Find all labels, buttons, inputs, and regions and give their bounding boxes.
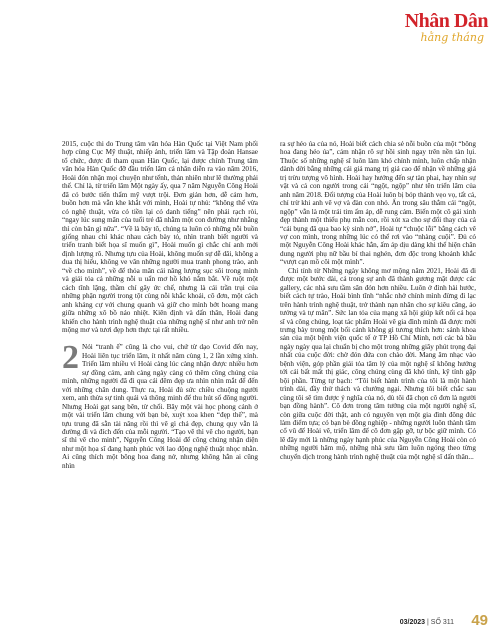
- article-column-right: [280, 140, 476, 588]
- issue-number: SỐ 311: [430, 619, 454, 626]
- masthead-logo: [398, 10, 488, 56]
- issue-info: [400, 619, 454, 626]
- masthead-title: Nhân Dân: [404, 10, 488, 32]
- article-paragraph: 2015, cuộc thi do Trung tâm văn hóa Hàn Quốc tại Việt Nam phối hợp cùng Cục Mỹ thuật, nhiếp ảnh, triển lãm và Tập đoàn Hansae tổ chức, được đi tham quan Hàn Quốc, lại được chính Trung tâm văn hóa Hàn Quốc đỡ đầu triển lãm cá nhân diễn ra vào năm 2016, Hoài đón nhận mọi chuyện như tếnh, thản nhiên như lẽ thường phải thế. Chỉ là, từ triển lãm Một ngày ấy, qua 7 năm Nguyễn Công Hoài đã có bước tiến thẩm mỹ vượt trội. Đơn giản hơn, dễ cảm hơn, buồn hơn mà vẫn khe khắt với mình, Hoài tự nhủ: “không thể vừa có nghệ thuật, vừa có tiền lại có danh tiếng” nên phải rạch ròi, “ngay lúc sung mãn của tuổi trẻ đã nhằm một con đường như nhằng thì còn băn gì nữa”. “Về là bây tô, chúng ta luôn có những nỗi buồn giống nhau chỉ khác nhau cách bày tỏ, nhìn tranh biết người và triển tranh biết họa sĩ muốn gì”, Hoài muốn gì chắc chỉ anh mới định lượng rõ. Nhưng tựu của Hoài, không muốn sự dễ dãi, không a dua thị hiếu, không ve vãn những người mua tranh phong trào, anh “về cho mình”, về để thỏa mãn cái năng lượng sục sôi trong mình và giải tỏa cả những nỗi u uẩn mơ hồ khó nắm bắt. Về ruột một cách tĩnh lặng, thầm chí gây ức chế, nhưng là cái trần trụi của những phận người trong tột cùng nỗi khắc khoải, cô đơn, một cách anh kháng cự với chung quanh và giữ cho mình bớt hoang mang giữa những xô bồ náo nhiệt. Kiên định và dấn thân, Hoài đang khiến cho hành trình nghệ thuật của những nghệ sĩ như anh trở nên mộng mơ và tươi đẹp hơn thực tại rất nhiều.: [62, 140, 258, 334]
- article-paragraph: ra sự héo úa của nó, Hoài biết cách chia sẻ nỗi buồn của một “bông hoa đang héo úa”, cảm nhận rõ sự hồi sinh ngay trên nền tàn lụi. Thuộc số những nghệ sĩ luôn làm khó chính mình, luôn chấp nhận dành dời bằng những cái giá mang trị giá cao để nhận về những giá trị trừu tượng vô hình. Hoài hay hướng đến sự tàn phai, hay nhìn sự vật và cả con người trong cái “ngột, ngộp” như tên triển lãm của anh năm 2018. Đối tượng của Hoài luôn bị bóp thành vẹo vọ, tất cả, chỉ trừ khi anh vẽ vợ và đàn con nhỏ. Ấn trong sâu thẳm cái “ngột, ngộp” vẫn là một trái tim ấm áp, dễ rung cảm. Biến một cô gái xinh đẹp thành một thiếu phụ mẫn con, rồi xót xa cho sự đổi thay của cả “cái bụng đã qua bao kỳ sinh nở”, Hoài tự “chuộc lỗi” bằng cách vẽ vợ con mình, trong những lúc có thể rơi vào “nhàng cuội”. Đủ có một Nguyễn Công Hoài khác hẳn, ấm áp dịu dàng khi thể hiện chân dung người phụ nữ bầu bí thai nghén, đơn độc trong khoảnh khắc “vượt cạn mồ côi một mình”.: [280, 140, 476, 267]
- article-body: [62, 140, 480, 588]
- section-number-dropcap: 2: [62, 339, 79, 377]
- article-paragraph-text: Nói “tranh ế” cũng là cho vui, chứ từ dạo Covid đến nay, Hoài liên tục triển lãm, ít nhất năm cùng 1, 2 lần xứng xính. Triển lãm nhiều vì Hoài càng lúc càng nhận được nhiều hơn sự đồng cảm, anh càng ngày càng có thêm công chúng của mình, những người đã đi qua cái đêm đẹp ưa nhìn nhìn mắt để đến với những chân dung. Thực ra, Hoài đủ sức chiều chuộng người xem, anh thừa sự tinh quái và thông minh để thu hút số đông người. Nhưng Hoài gạt sang bên, từ chối. Bây một vài học phong cảnh ở một vài triển lãm chung với bạn bè, xuýt xoa khen “đẹp thế”, mà tựu trung đã sẵn tài năng rồi thì vẽ gì chả đẹp, chung quy vẫn là đường đi và đích đến của mỗi người. “Tạo vẽ thì vẽ cho người, bạn sĩ thì vẽ cho mình”, Nguyễn Công Hoài để công chúng nhận diện như một họa sĩ đang hạnh phúc với lao động nghệ thuật nhọc nhằn. Ai cũng thích một bông hoa đang nở, nhưng không hẳn ai cũng nhìn: [62, 343, 258, 470]
- masthead-subtitle: hằng tháng: [420, 31, 484, 44]
- issue-date: 03/2023: [399, 619, 426, 626]
- issue-separator: |: [427, 619, 429, 626]
- page-number: 49: [471, 612, 488, 629]
- article-paragraph: [62, 339, 258, 470]
- article-paragraph: Chỉ tính từ Những ngày không mơ mộng năm 2021, Hoài đã đi được một bước dài, cả trong sự anh đã thành gương mặt được các gallery, các nhà sưu tầm săn đón hơn nhiều. Luôn ở đỉnh hài hước, biết cách tự trào, Hoài bình tĩnh “nhắc nhở chính mình đừng đi lạc trên hành trình nghệ thuật, trở thành nạn nhân cho sự kiêu căng, ảo tưởng và tự mãn”. Sức lan tỏa của mạng xã hội giúp kết nối cả họa sĩ và công chúng, loạt tác phẩm Hoài vẽ gia đình mình đã được mời trưng bày trong một bối cảnh không gì tương thích hơn: sảnh khoa sản của một bệnh viện quốc tế ở TP Hồ Chí Minh, nơi các bà bầu ngày ngày qua lại chuẩn bị cho một trong những giây phút trọng đại nhất của cuộc đời: chờ đón đứa con chào đời. Mang âm nhạc vào bệnh viện, góp phần giải tỏa tâm lý của một nghệ sĩ không hướng tới cái bất mất thị giác, công chúng cùng đã khó tính, kỹ tính gặp bội phần. Từng tự bạch: “Tôi biết hành trình của tôi là một hành trình dài, đầy thử thách và chướng ngại. Nhưng tôi biết chắc sau cùng tôi sẽ tìm được ý nghĩa của nó, dù tôi đã chọn cô đơn là người bạn đồng hành”. Cô đơn trong tâm tưởng của một người nghệ sĩ, còn giữa cuộc đời thật, anh có nguyên vẹn một gia đình đông đúc làm điểm tựa; có bạn bè đồng nghiệp - những người luôn thành tâm cổ vũ để Hoài vẽ, triển lãm để cô đơn gặp gỡ, tự bộc giữ mình. Có lẽ đây mới là những ngày hạnh phúc của Nguyễn Công Hoài còn có những người hâm mộ, những nhà sưu tầm luôn ngóng theo từng chuyển dịch trong hành trình nghệ thuật của một nghệ sĩ dấn thân...: [280, 266, 476, 461]
- article-column-left: [62, 140, 258, 588]
